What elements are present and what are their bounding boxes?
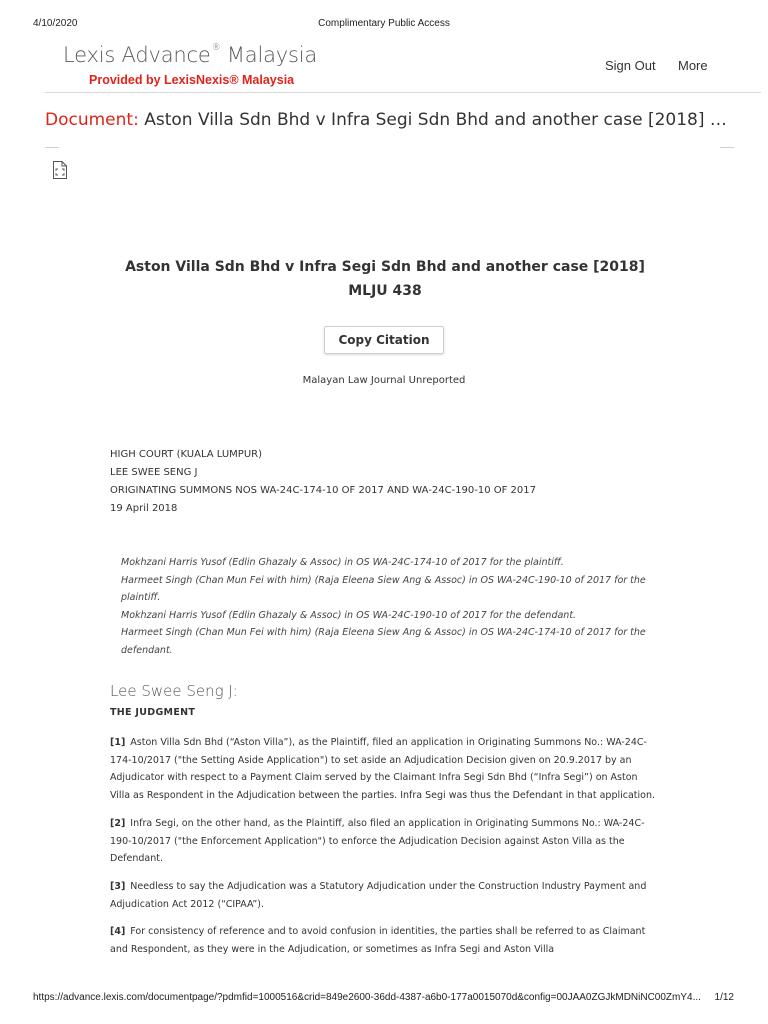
judge-name: LEE SWEE SENG J <box>110 467 198 478</box>
divider-right <box>720 147 734 148</box>
journal-name: Malayan Law Journal Unreported <box>302 375 466 386</box>
paragraph-number: [2] <box>110 817 126 829</box>
counsel-list <box>121 554 651 660</box>
brand-logo[interactable] <box>63 43 318 87</box>
page-url: https://advance.lexis.com/documentpage/?pdmfid=1000516&crid=849e2600-36dd-4387-a6b0-177a0015070d&config=00JAA0ZGJkMDNiNC00ZmY4... <box>33 992 701 1003</box>
product-name: Lexis Advance® Malaysia <box>63 43 318 67</box>
counsel-entry: Mokhzani Harris Yusof (Edlin Ghazaly & Assoc) in OS WA-24C-174-10 of 2017 for the plaintiff. <box>121 557 564 568</box>
judgment-heading: THE JUDGMENT <box>110 707 196 718</box>
paragraph-number: [3] <box>110 880 126 892</box>
header-divider <box>45 92 761 93</box>
paragraph-number: [4] <box>110 926 126 938</box>
court-name: HIGH COURT (KUALA LUMPUR) <box>110 449 262 460</box>
case-title <box>90 255 680 303</box>
document-title-bar <box>45 110 745 130</box>
paragraph-text: Needless to say the Adjudication was a Statutory Adjudication under the Construction Industry Payment and Adjudication Act 2012 (“CIPAA”). <box>110 880 647 910</box>
paragraph <box>110 734 658 805</box>
paragraph-number: [1] <box>110 737 126 748</box>
page-number: 1/12 <box>714 992 734 1003</box>
summons-numbers: ORIGINATING SUMMONS NOS WA-24C-174-10 OF 2017 AND WA-24C-190-10 OF 2017 <box>110 485 537 496</box>
divider-left <box>45 147 59 148</box>
case-citation: MLJU 438 <box>348 283 422 299</box>
paragraph <box>110 923 658 958</box>
more-menu[interactable]: More <box>678 58 708 73</box>
copy-citation-button[interactable]: Copy Citation <box>324 326 444 354</box>
paragraph <box>110 878 658 913</box>
app-header <box>0 40 768 94</box>
document-label: Document: <box>45 110 139 130</box>
judge-heading: Lee Swee Seng J: <box>110 682 238 700</box>
sign-out-link[interactable]: Sign Out <box>605 58 656 73</box>
document-expand-icon[interactable] <box>52 160 68 180</box>
judgment-body <box>110 734 658 969</box>
case-title-line: Aston Villa Sdn Bhd v Infra Segi Sdn Bhd and another case [2018] <box>125 259 645 275</box>
print-date: 4/10/2020 <box>33 18 78 29</box>
print-title: Complimentary Public Access <box>318 18 450 29</box>
paragraph-text: Infra Segi, on the other hand, as the Plaintiff, also filed an application in Originating Summons No.: WA-24C-190-10/2017 ("the Enforcement Application") to enforce the Adjudication Decision against Aston Villa as the Defendant. <box>110 817 645 865</box>
counsel-entry: Harmeet Singh (Chan Mun Fei with him) (Raja Eleena Siew Ang & Assoc) in OS WA-24C-174-10 of 2017 for the defendant. <box>121 627 646 656</box>
paragraph-text: Aston Villa Sdn Bhd (“Aston Villa”), as the Plaintiff, filed an application in Originating Summons No.: WA-24C-174-10/2017 ("the Setting Aside Application") to set aside an Adjudication Decision given on 20.9.2017 by an Adjudicator with respect to a Payment Claim served by the Claimant Infra Segi Sdn Bhd (“Infra Segi”) on Aston Villa as Respondent in the Adjudication between the parties. Infra Segi was thus the Defendant in that application. <box>110 737 656 802</box>
print-header <box>0 18 768 32</box>
counsel-entry: Harmeet Singh (Chan Mun Fei with him) (Raja Eleena Siew Ang & Assoc) in OS WA-24C-190-10 of 2017 for the plaintiff. <box>121 574 646 604</box>
counsel-entry: Mokhzani Harris Yusof (Edlin Ghazaly & Assoc) in OS WA-24C-190-10 of 2017 for the defendant. <box>121 609 577 621</box>
provider-tagline: Provided by LexisNexis® Malaysia <box>89 73 295 87</box>
document-title: Aston Villa Sdn Bhd v Infra Segi Sdn Bhd and another case [2018] … <box>144 110 727 130</box>
judgment-date: 19 April 2018 <box>110 503 178 514</box>
paragraph-text: For consistency of reference and to avoid confusion in identities, the parties shall be referred to as Claimant and Respondent, as they were in the Adjudication, or sometimes as Infra Segi and Aston Villa <box>110 926 646 956</box>
court-details <box>110 446 710 518</box>
paragraph <box>110 815 658 868</box>
print-footer <box>0 992 768 1006</box>
